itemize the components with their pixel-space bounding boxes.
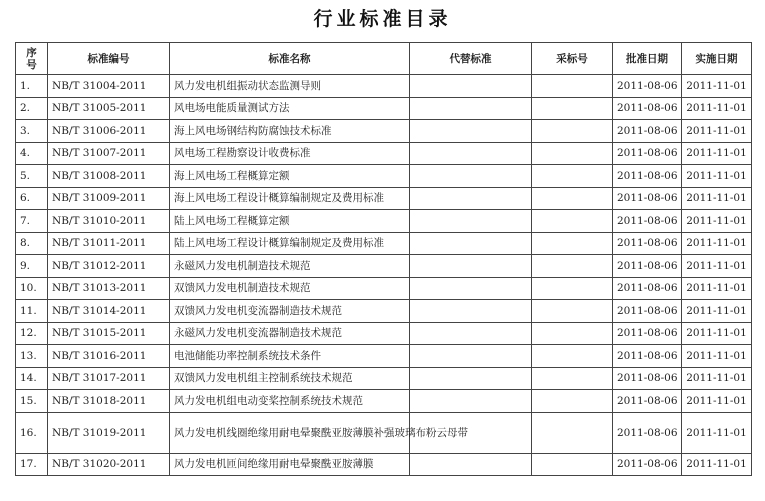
standard-name: 双馈风力发电机制造技术规范 [170, 277, 410, 300]
adopted-standard [532, 277, 613, 300]
approval-date: 2011-08-06 [613, 367, 682, 390]
standard-code: NB/T 31004-2011 [48, 75, 170, 98]
row-number: 1. [16, 75, 48, 98]
replaced-standard [410, 75, 532, 98]
table-row [16, 277, 752, 300]
adopted-standard [532, 142, 613, 165]
row-number: 14. [16, 367, 48, 390]
adopted-standard [532, 300, 613, 323]
page-title: 行业标准目录 [313, 8, 452, 30]
implementation-date: 2011-11-01 [682, 75, 752, 98]
table-header-row [16, 43, 752, 75]
replaced-standard [410, 97, 532, 120]
replaced-standard [410, 390, 532, 413]
table-row [16, 255, 752, 278]
replaced-standard [410, 345, 532, 368]
table-row [16, 453, 752, 476]
standard-code: NB/T 31007-2011 [48, 142, 170, 165]
replaced-standard [410, 120, 532, 143]
standard-code: NB/T 31011-2011 [48, 232, 170, 255]
implementation-date: 2011-11-01 [682, 210, 752, 233]
implementation-date: 2011-11-01 [682, 232, 752, 255]
adopted-standard [532, 120, 613, 143]
row-number: 8. [16, 232, 48, 255]
adopted-standard [532, 165, 613, 188]
row-number: 7. [16, 210, 48, 233]
standards-table [15, 42, 752, 476]
table-row [16, 75, 752, 98]
table-row [16, 187, 752, 210]
replaced-standard [410, 232, 532, 255]
replaced-standard [410, 367, 532, 390]
approval-date: 2011-08-06 [613, 120, 682, 143]
table-row [16, 120, 752, 143]
standard-name: 风力发电机匝间绝缘用耐电晕聚酰亚胺薄膜 [170, 453, 410, 476]
standard-name: 电池储能功率控制系统技术条件 [170, 345, 410, 368]
row-number: 13. [16, 345, 48, 368]
replaced-standard [410, 453, 532, 476]
approval-date: 2011-08-06 [613, 255, 682, 278]
replaced-standard [410, 322, 532, 345]
row-number: 17. [16, 453, 48, 476]
adopted-standard [532, 75, 613, 98]
implementation-date: 2011-11-01 [682, 255, 752, 278]
approval-date: 2011-08-06 [613, 390, 682, 413]
implementation-date: 2011-11-01 [682, 412, 752, 453]
standard-code: NB/T 31010-2011 [48, 210, 170, 233]
header-adopt: 采标号 [532, 43, 613, 75]
adopted-standard [532, 367, 613, 390]
approval-date: 2011-08-06 [613, 75, 682, 98]
table-row [16, 165, 752, 188]
replaced-standard [410, 142, 532, 165]
row-number: 12. [16, 322, 48, 345]
replaced-standard [410, 165, 532, 188]
standard-name: 双馈风力发电机组主控制系统技术规范 [170, 367, 410, 390]
standard-name: 风力发电机线圈绝缘用耐电晕聚酰亚胺薄膜补强玻璃布粉云母带 [170, 412, 410, 453]
table-row [16, 142, 752, 165]
implementation-date: 2011-11-01 [682, 367, 752, 390]
approval-date: 2011-08-06 [613, 277, 682, 300]
header-seq-label: 序号 [26, 46, 37, 71]
row-number: 10. [16, 277, 48, 300]
adopted-standard [532, 412, 613, 453]
standard-name: 风电场电能质量测试方法 [170, 97, 410, 120]
replaced-standard [410, 210, 532, 233]
row-number: 16. [16, 412, 48, 453]
table-row [16, 232, 752, 255]
adopted-standard [532, 187, 613, 210]
implementation-date: 2011-11-01 [682, 142, 752, 165]
table-row [16, 390, 752, 413]
row-number: 15. [16, 390, 48, 413]
approval-date: 2011-08-06 [613, 453, 682, 476]
row-number: 2. [16, 97, 48, 120]
standard-name: 陆上风电场工程概算定额 [170, 210, 410, 233]
table-row [16, 300, 752, 323]
adopted-standard [532, 322, 613, 345]
header-seq [16, 43, 48, 75]
row-number: 11. [16, 300, 48, 323]
adopted-standard [532, 345, 613, 368]
approval-date: 2011-08-06 [613, 187, 682, 210]
adopted-standard [532, 255, 613, 278]
implementation-date: 2011-11-01 [682, 300, 752, 323]
approval-date: 2011-08-06 [613, 300, 682, 323]
implementation-date: 2011-11-01 [682, 120, 752, 143]
table-row [16, 97, 752, 120]
standard-name: 永磁风力发电机制造技术规范 [170, 255, 410, 278]
standard-code: NB/T 31017-2011 [48, 367, 170, 390]
table-row [16, 412, 752, 453]
implementation-date: 2011-11-01 [682, 322, 752, 345]
replaced-standard [410, 255, 532, 278]
replaced-standard [410, 187, 532, 210]
approval-date: 2011-08-06 [613, 412, 682, 453]
standard-name: 风电场工程勘察设计收费标准 [170, 142, 410, 165]
standard-code: NB/T 31015-2011 [48, 322, 170, 345]
adopted-standard [532, 232, 613, 255]
table-row [16, 367, 752, 390]
header-implement: 实施日期 [682, 43, 752, 75]
row-number: 6. [16, 187, 48, 210]
row-number: 4. [16, 142, 48, 165]
header-approve: 批准日期 [613, 43, 682, 75]
row-number: 9. [16, 255, 48, 278]
approval-date: 2011-08-06 [613, 165, 682, 188]
standard-code: NB/T 31009-2011 [48, 187, 170, 210]
standard-name: 风力发电机组振动状态监测导则 [170, 75, 410, 98]
standard-name: 陆上风电场工程设计概算编制规定及费用标准 [170, 232, 410, 255]
implementation-date: 2011-11-01 [682, 453, 752, 476]
approval-date: 2011-08-06 [613, 97, 682, 120]
header-code: 标准编号 [48, 43, 170, 75]
approval-date: 2011-08-06 [613, 232, 682, 255]
adopted-standard [532, 210, 613, 233]
replaced-standard [410, 277, 532, 300]
standard-code: NB/T 31016-2011 [48, 345, 170, 368]
approval-date: 2011-08-06 [613, 210, 682, 233]
approval-date: 2011-08-06 [613, 345, 682, 368]
standard-code: NB/T 31014-2011 [48, 300, 170, 323]
implementation-date: 2011-11-01 [682, 390, 752, 413]
implementation-date: 2011-11-01 [682, 187, 752, 210]
standard-code: NB/T 31019-2011 [48, 412, 170, 453]
adopted-standard [532, 390, 613, 413]
standard-name: 海上风电场工程设计概算编制规定及费用标准 [170, 187, 410, 210]
approval-date: 2011-08-06 [613, 142, 682, 165]
row-number: 3. [16, 120, 48, 143]
standard-name: 海上风电场钢结构防腐蚀技术标准 [170, 120, 410, 143]
standard-name: 风力发电机组电动变桨控制系统技术规范 [170, 390, 410, 413]
standard-code: NB/T 31005-2011 [48, 97, 170, 120]
approval-date: 2011-08-06 [613, 322, 682, 345]
implementation-date: 2011-11-01 [682, 277, 752, 300]
header-name: 标准名称 [170, 43, 410, 75]
standard-name: 海上风电场工程概算定额 [170, 165, 410, 188]
standard-code: NB/T 31006-2011 [48, 120, 170, 143]
standard-code: NB/T 31013-2011 [48, 277, 170, 300]
implementation-date: 2011-11-01 [682, 345, 752, 368]
standard-code: NB/T 31008-2011 [48, 165, 170, 188]
standard-code: NB/T 31012-2011 [48, 255, 170, 278]
implementation-date: 2011-11-01 [682, 97, 752, 120]
adopted-standard [532, 97, 613, 120]
adopted-standard [532, 453, 613, 476]
table-row [16, 210, 752, 233]
header-replace: 代替标准 [410, 43, 532, 75]
standard-name: 永磁风力发电机变流器制造技术规范 [170, 322, 410, 345]
standard-code: NB/T 31020-2011 [48, 453, 170, 476]
table-row [16, 322, 752, 345]
table-row [16, 345, 752, 368]
standard-name: 双馈风力发电机变流器制造技术规范 [170, 300, 410, 323]
standard-code: NB/T 31018-2011 [48, 390, 170, 413]
implementation-date: 2011-11-01 [682, 165, 752, 188]
replaced-standard [410, 300, 532, 323]
row-number: 5. [16, 165, 48, 188]
